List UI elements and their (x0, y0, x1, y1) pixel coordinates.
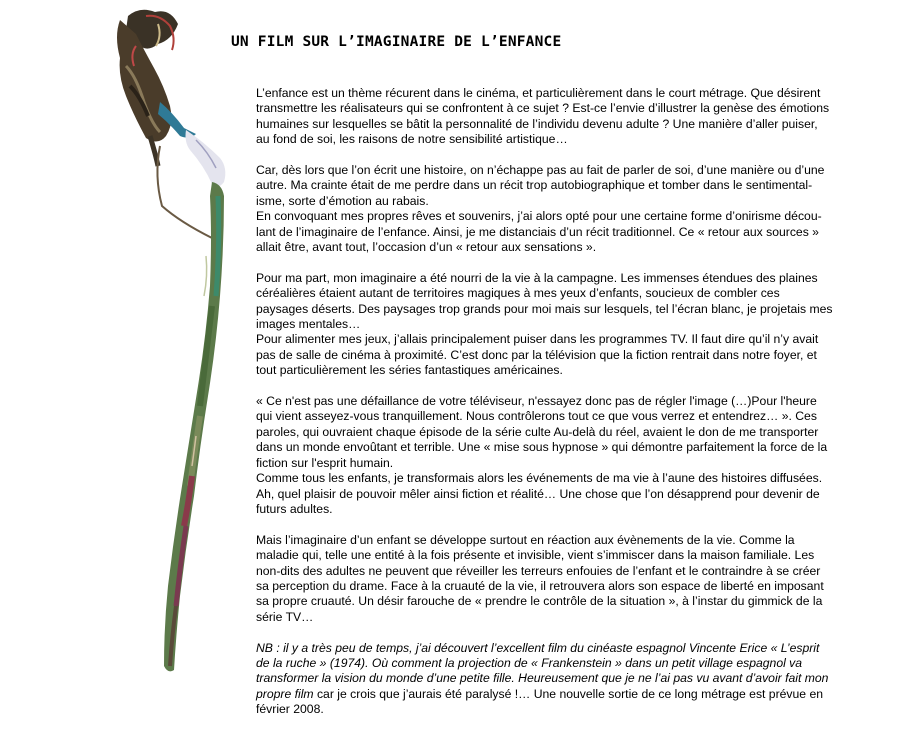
text-line: au fond de soi, les raisons de notre sensibilité artistique… (256, 132, 568, 147)
painted-stick-illustration (100, 6, 240, 676)
text-line: série TV… (256, 609, 314, 624)
text-line: février 2008. (256, 702, 324, 717)
nb-note (256, 641, 828, 718)
text-line: sa perception du drame. Face à la cruauté de la vie, il retrouvera alors son espace de liberté en imposant (256, 578, 824, 593)
paragraph-1 (256, 86, 828, 148)
text-line: Pour alimenter mes jeux, j’allais principalement puiser dans les programmes TV. Il faut dire qu’il n’y avait (256, 332, 819, 347)
text-line: Pour ma part, mon imaginaire a été nourri de la vie à la campagne. Les immenses étendues des plaines (256, 270, 818, 285)
nb-upright-fragment: car je crois que j’aurais été paralysé !… Une nouvelle sortie de ce long métrage est prévue en (313, 686, 824, 701)
text-line: L’enfance est un thème récurent dans le cinéma, et particulièrement dans le court métrage. Que désirent (256, 86, 821, 100)
text-line: Ah, quel plaisir de pouvoir mêler ainsi fiction et réalité… Une chose que l’on désapprend pour devenir de (256, 486, 820, 501)
stick-shaft (164, 182, 224, 671)
text-line: Car, dès lors que l’on écrit une histoire, on n’échappe pas au fait de parler de soi, d’une manière ou d’une (256, 163, 825, 178)
nb-italic-fragment: propre film (256, 686, 314, 701)
paragraph-4 (256, 394, 828, 517)
text-line: qui vient asseyez-vous tranquillement. Nous contrôlerons tout ce que vous verrez et entendrez… ». Ces (256, 409, 817, 424)
text-line: paroles, qui ouvraient chaque épisode de la série culte Au-delà du réel, avaient le don de me transporter (256, 424, 819, 439)
text-line: futurs adultes. (256, 501, 333, 516)
text-line: paysages déserts. Des paysages trop grands pour moi mais sur lesquels, tel l’écran blanc, je projetais mes (256, 301, 833, 316)
paragraph-5 (256, 533, 828, 625)
text-line: sa propre cruauté. Un désir farouche de « prendre le contrôle de la situation », à l’instar du gimmick de la (256, 594, 823, 609)
text-line: allait être, avant tout, l’occasion d’un « retour aux sensations ». (256, 240, 597, 255)
text-line: humaines sur lesquelles se bâtit la personnalité de l’individu devenu adulte ? Une manière d’aller puiser, (256, 116, 818, 131)
text-line: « Ce n'est pas une défaillance de votre téléviseur, n'essayez donc pas de régler l'image (…)Pour l'heure (256, 394, 817, 409)
text-line: dans un monde envoûtant et terrible. Une « mise sous hypnose » qui démontre parfaitement la force de la (256, 440, 828, 455)
stick-white-section (186, 130, 226, 187)
text-line: tout particulièrement les séries fantastiques américaines. (256, 363, 563, 378)
text-line: isme, sorte d’émotion au rabais. (256, 193, 429, 208)
text-line: non-dits des adultes ne peuvent que réveiller les terreurs enfouies de l’enfant et le contraindre à se créer (256, 563, 821, 578)
text-line: autre. Ma crainte était de me perdre dans un récit trop autobiographique et tomber dans le sentimental- (256, 178, 813, 193)
text-line: pas de salle de cinéma à proximité. C’est donc par la télévision que la fiction rentrait dans notre foyer, et (256, 347, 817, 362)
text-line: de la ruche » (1974). Où comment la projection de « Frankenstein » dans un petit village espagnol va (256, 655, 803, 670)
text-line: transformer la vision du monde d’une petite fille. Heureusement que je ne l’ai pas vu avant d’avoir fait mon (256, 671, 829, 686)
text-line: fiction sur l'esprit humain. (256, 455, 394, 470)
text-line: lant de l’imaginaire de l’enfance. Ainsi, je me distanciais d’un récit traditionnel. Ce « retour aux sources » (256, 224, 819, 239)
text-line: céréalières étaient autant de territoires magiques à mes yeux d’enfants, soucieux de combler ces (256, 286, 780, 301)
stick-head (117, 10, 178, 166)
text-line-mixed (256, 687, 828, 702)
text-line: maladie qui, telle une entité à la fois présente et invisible, vient s’immiscer dans la maison familiale. Les (256, 548, 815, 563)
text-line: Comme tous les enfants, je transformais alors les événements de ma vie à l’aune des histoires diffusées. (256, 471, 823, 486)
text-line: NB : il y a très peu de temps, j’ai découvert l’excellent film du cinéaste espagnol Vincente Erice « L’esprit (256, 640, 820, 655)
paragraph-2 (256, 163, 828, 255)
article-body (256, 86, 833, 733)
text-line: Mais l’imaginaire d’un enfant se développe surtout en réaction aux évènements de la vie. Comme la (256, 532, 795, 547)
text-line: En convoquant mes propres rêves et souvenirs, j’ai alors opté pour une certaine forme d’onirisme décou- (256, 209, 822, 224)
text-line: images mentales… (256, 317, 361, 332)
text-line: transmettre les réalisateurs qui se confrontent à ce sujet ? Est-ce l’envie d’illustrer la genèse des émotions (256, 101, 830, 116)
page-title: UN FILM SUR L’IMAGINAIRE DE L’ENFANCE (231, 34, 562, 50)
paragraph-3 (256, 270, 833, 379)
